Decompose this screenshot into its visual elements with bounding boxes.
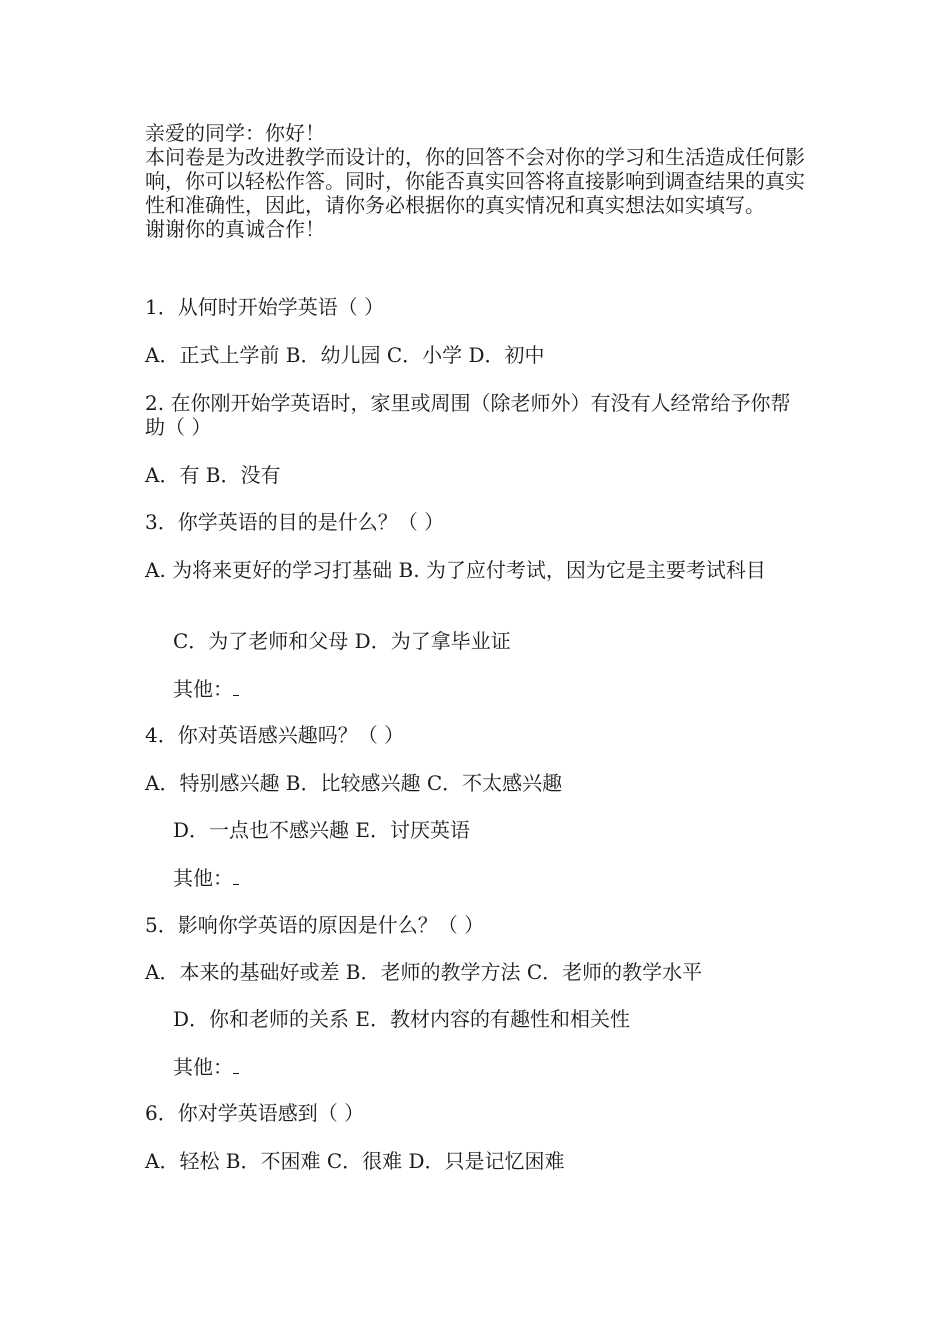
other-blank bbox=[233, 1057, 239, 1074]
question-4: 4．你对英语感兴趣吗？（ ） bbox=[145, 723, 405, 747]
intro-body: 本问卷是为改进教学而设计的，你的回答不会对你的学习和生活造成任何影响，你可以轻松作答。同时，你能否真实回答将直接影响到调查结果的真实性和准确性，因此，请你务必根据你的真实情况和真实想法如实填写。 bbox=[145, 145, 805, 217]
other-label: 其他： bbox=[173, 866, 233, 890]
intro-block bbox=[145, 121, 810, 241]
question-5-other bbox=[145, 1055, 239, 1079]
other-blank bbox=[233, 679, 239, 696]
question-6: 6．你对学英语感到（ ） bbox=[145, 1101, 365, 1125]
question-3-options-line-1: A. 为将来更好的学习打基础 B. 为了应付考试，因为它是主要考试科目 bbox=[145, 558, 766, 582]
question-3-other bbox=[145, 677, 239, 701]
question-4-options-line-1: A．特别感兴趣 B．比较感兴趣 C．不太感兴趣 bbox=[145, 771, 563, 795]
question-5-options-line-2: D．你和老师的关系 E．教材内容的有趣性和相关性 bbox=[173, 1007, 630, 1031]
question-1-options: A．正式上学前 B．幼儿园 C．小学 D．初中 bbox=[145, 343, 545, 367]
question-2: 2. 在你刚开始学英语时，家里或周围（除老师外）有没有人经常给予你帮助（ ） bbox=[145, 391, 791, 439]
question-6-options: A．轻松 B．不困难 C．很难 D．只是记忆困难 bbox=[145, 1149, 565, 1173]
thanks: 谢谢你的真诚合作！ bbox=[145, 217, 325, 241]
question-4-options-line-2: D．一点也不感兴趣 E．讨厌英语 bbox=[173, 818, 470, 842]
questionnaire-page bbox=[145, 121, 810, 1173]
question-2-options: A．有 B．没有 bbox=[145, 463, 281, 487]
other-blank bbox=[233, 868, 239, 885]
question-5: 5．影响你学英语的原因是什么？（ ） bbox=[145, 913, 485, 937]
question-1: 1．从何时开始学英语（ ） bbox=[145, 295, 385, 319]
greeting: 亲爱的同学：你好！ bbox=[145, 121, 325, 145]
other-label: 其他： bbox=[173, 1055, 233, 1079]
question-3-options-line-2: C．为了老师和父母 D．为了拿毕业证 bbox=[173, 629, 511, 653]
other-label: 其他： bbox=[173, 677, 233, 701]
question-3: 3．你学英语的目的是什么？（ ） bbox=[145, 510, 445, 534]
question-5-options-line-1: A．本来的基础好或差 B．老师的教学方法 C．老师的教学水平 bbox=[145, 960, 703, 984]
question-4-other bbox=[145, 866, 239, 890]
